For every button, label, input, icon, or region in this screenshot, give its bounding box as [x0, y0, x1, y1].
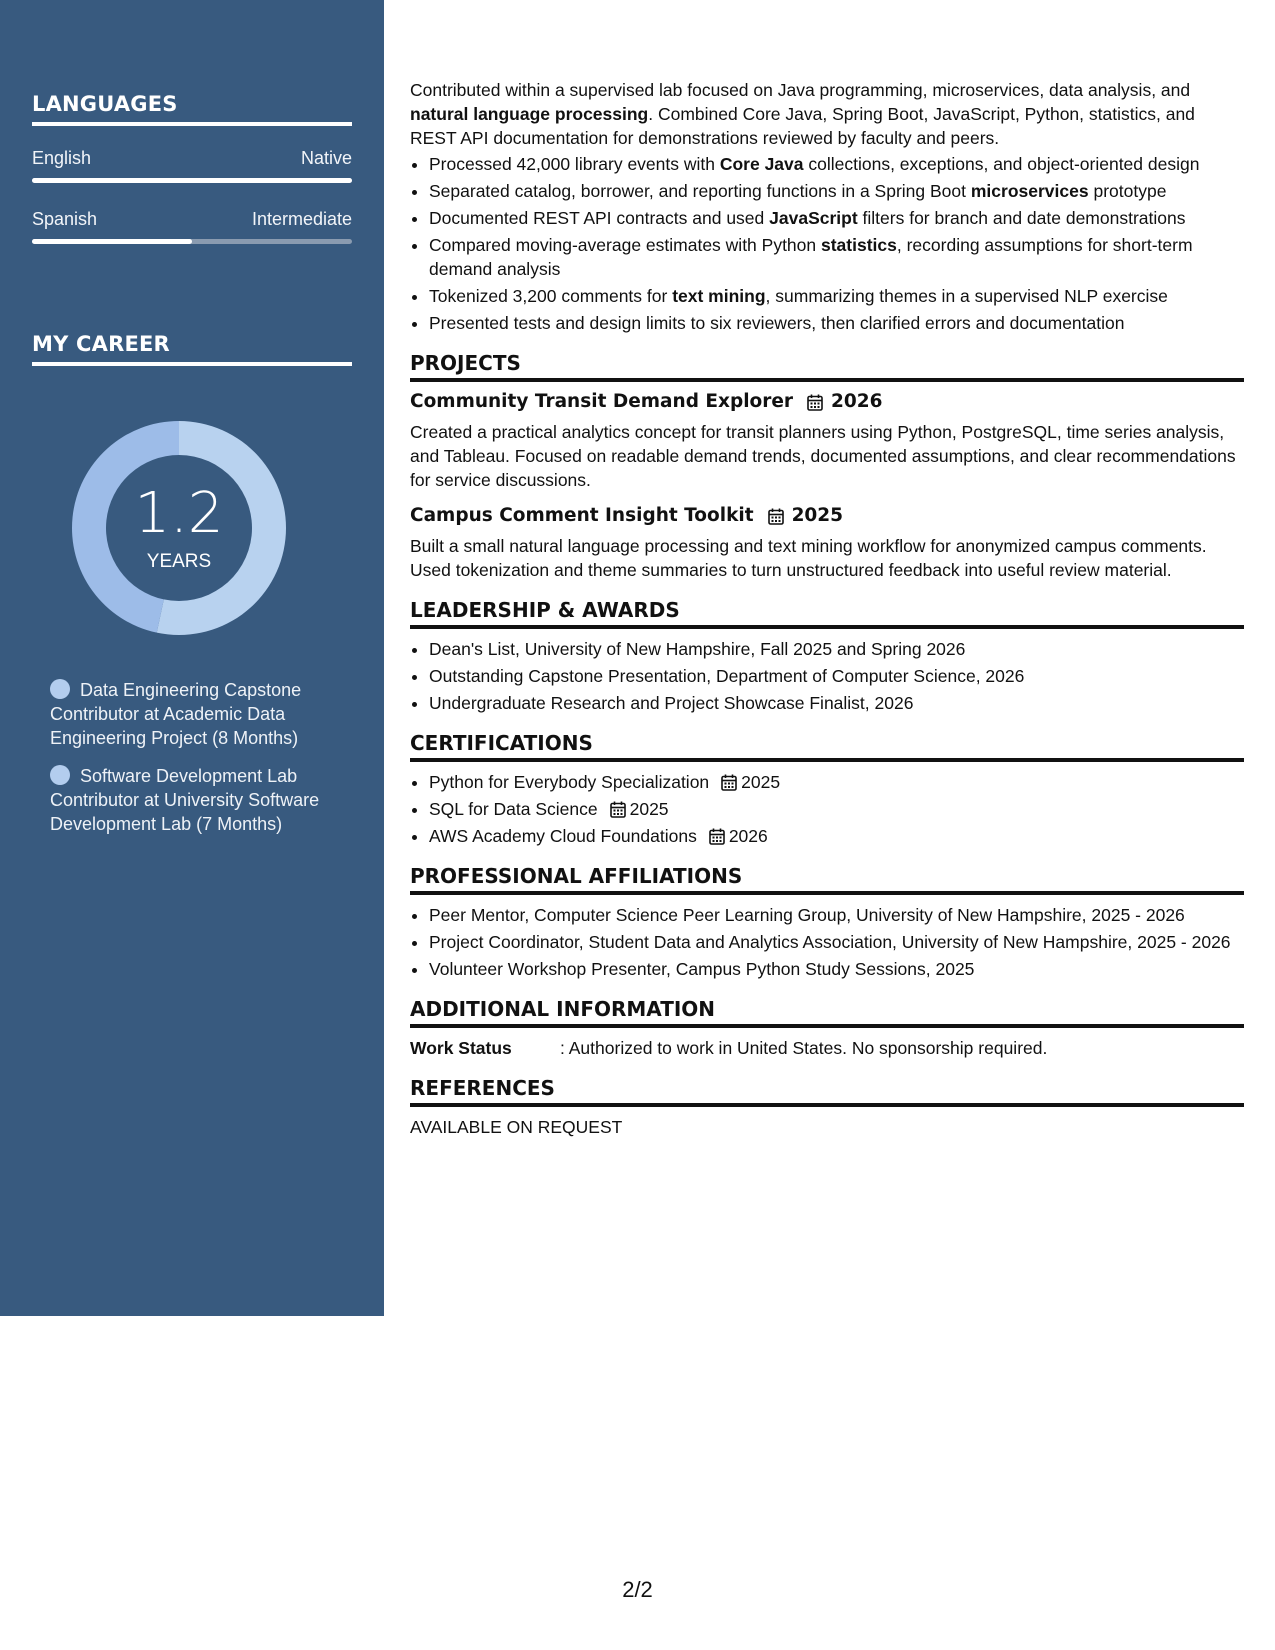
certification-year: 2025: [629, 799, 669, 819]
bullet-keyword: microservices: [970, 181, 1089, 201]
work-status-label: Work Status: [410, 1038, 512, 1058]
career-donut: [64, 413, 294, 643]
award-item: • Outstanding Capstone Presentation, Department of Computer Science, 2026: [429, 664, 1244, 688]
career-item: [50, 678, 320, 750]
experience-bullet: [429, 311, 1244, 335]
intro-keyword: natural language processing: [410, 104, 649, 124]
language-proficiency-fill: [32, 178, 352, 183]
certification-item: [429, 770, 1244, 794]
affiliations-list: [410, 903, 1244, 981]
affiliations-heading: PROFESSIONAL AFFILIATIONS: [410, 864, 1244, 895]
bullet-keyword: JavaScript: [769, 208, 858, 228]
language-proficiency-fill: [32, 239, 192, 244]
intro-text: Contributed within a supervised lab focused on Java programming, microservices, data analysis, and: [410, 80, 1191, 100]
certification-name: • SQL for Data Science: [429, 799, 598, 819]
award-item: • Dean's List, University of New Hampshire, Fall 2025 and Spring 2026: [429, 637, 1244, 661]
bullet-text: Separated catalog, borrower, and reporting functions in a Spring Boot: [429, 181, 971, 201]
languages-section: [32, 92, 352, 244]
bullet-text: Processed 42,000 library events with: [429, 154, 720, 174]
certification-year: 2026: [728, 826, 768, 846]
certifications-list: [410, 770, 1244, 848]
bullet-dot-icon: [50, 765, 70, 785]
projects-heading: PROJECTS: [410, 351, 1244, 382]
experience-bullet: [429, 233, 1244, 281]
project-year: 2025: [791, 505, 844, 526]
career-years-label: YEARS: [146, 551, 212, 572]
bullet-text: Presented tests and design limits to six reviewers, then clarified errors and documentation: [429, 313, 1125, 333]
experience-intro: [410, 78, 1244, 150]
project-description: Built a small natural language processing and text mining workflow for anonymized campus comments. Used tokenization and theme summaries to turn unstructured feedback into useful review material.: [410, 536, 1207, 580]
bullet-text: , recording assumptions for short-term demand analysis: [429, 235, 1193, 279]
page-number: 2/2: [622, 1577, 653, 1602]
bullet-keyword: statistics: [821, 235, 897, 255]
intro-text: . Combined Core Java, Spring Boot, JavaScript, Python, statistics, and REST API documentation for demonstrations reviewed by faculty and peers.: [410, 104, 1195, 148]
calendar-icon: [721, 774, 737, 791]
references-heading: REFERENCES: [410, 1076, 1244, 1107]
career-list: [50, 678, 320, 850]
language-name: Spanish: [32, 209, 98, 229]
bullet-text: , summarizing themes in a supervised NLP exercise: [765, 286, 1168, 306]
experience-bullet: [429, 152, 1244, 176]
work-status-value: : Authorized to work in United States. No sponsorship required.: [560, 1038, 1048, 1058]
project-item: [410, 390, 1244, 492]
language-item: [32, 148, 352, 183]
bullet-text: collections, exceptions, and object-oriented design: [803, 154, 1200, 174]
project-name: Community Transit Demand Explorer: [410, 391, 794, 412]
bullet-keyword: text mining: [672, 286, 766, 306]
awards-list: [410, 637, 1244, 715]
language-name: English: [32, 148, 92, 168]
project-header: [410, 390, 1244, 414]
experience-bullet: [429, 284, 1244, 308]
bullet-text: prototype: [1088, 181, 1167, 201]
bullet-text: Tokenized 3,200 comments for: [429, 286, 673, 306]
bullet-text: Compared moving-average estimates with Python: [429, 235, 821, 255]
career-section: [32, 332, 352, 366]
experience-bullet: [429, 206, 1244, 230]
bullet-text: Documented REST API contracts and used: [429, 208, 770, 228]
language-level: Native: [300, 148, 352, 168]
award-item: • Undergraduate Research and Project Showcase Finalist, 2026: [429, 691, 1244, 715]
bullet-dot-icon: [50, 679, 70, 699]
certification-item: [429, 797, 1244, 821]
calendar-icon: [768, 508, 784, 525]
experience-bullet: [429, 179, 1244, 203]
affiliation-item: • Volunteer Workshop Presenter, Campus Python Study Sessions, 2025: [429, 957, 1244, 981]
calendar-icon: [610, 801, 626, 818]
career-item-text: Data Engineering Capstone Contributor at Academic Data Engineering Project (8 Months): [50, 680, 302, 748]
affiliation-item: • Project Coordinator, Student Data and Analytics Association, University of New Hampshire, 2025 - 2026: [429, 930, 1244, 954]
language-level: Intermediate: [251, 209, 352, 229]
career-item: [50, 764, 320, 836]
affiliation-item: • Peer Mentor, Computer Science Peer Learning Group, University of New Hampshire, 2025 - 2026: [429, 903, 1244, 927]
career-years-value: 1.2: [134, 481, 224, 546]
awards-heading: LEADERSHIP & AWARDS: [410, 598, 1244, 629]
main-content: [410, 78, 1244, 1139]
project-name: Campus Comment Insight Toolkit: [410, 505, 754, 526]
project-header: [410, 504, 1244, 528]
career-heading: MY CAREER: [32, 332, 352, 366]
certification-name: • AWS Academy Cloud Foundations: [429, 826, 697, 846]
certification-item: [429, 824, 1244, 848]
languages-heading: LANGUAGES: [32, 92, 352, 126]
certifications-heading: CERTIFICATIONS: [410, 731, 1244, 762]
work-status-row: [410, 1036, 1244, 1060]
bullet-keyword: Core Java: [719, 154, 804, 174]
project-item: [410, 504, 1244, 582]
calendar-icon: [709, 828, 725, 845]
sidebar: [0, 0, 384, 1316]
references-text: AVAILABLE ON REQUEST: [410, 1117, 623, 1137]
additional-info-heading: ADDITIONAL INFORMATION: [410, 997, 1244, 1028]
language-item: [32, 209, 352, 244]
project-year: 2026: [831, 391, 883, 412]
calendar-icon: [807, 394, 823, 411]
bullet-text: filters for branch and date demonstrations: [857, 208, 1186, 228]
language-proficiency-bar: [32, 178, 352, 183]
certification-year: 2025: [741, 772, 781, 792]
language-proficiency-bar: [32, 239, 352, 244]
certification-name: • Python for Everybody Specialization: [429, 772, 710, 792]
experience-bullets: [410, 152, 1244, 335]
project-description: Created a practical analytics concept for transit planners using Python, PostgreSQL, time series analysis, and Tableau. Focused on readable demand trends, documented assumptions, and clear recommendations for service discussions.: [410, 422, 1236, 490]
career-item-text: Software Development Lab Contributor at University Software Development Lab (7 Months): [50, 766, 320, 834]
